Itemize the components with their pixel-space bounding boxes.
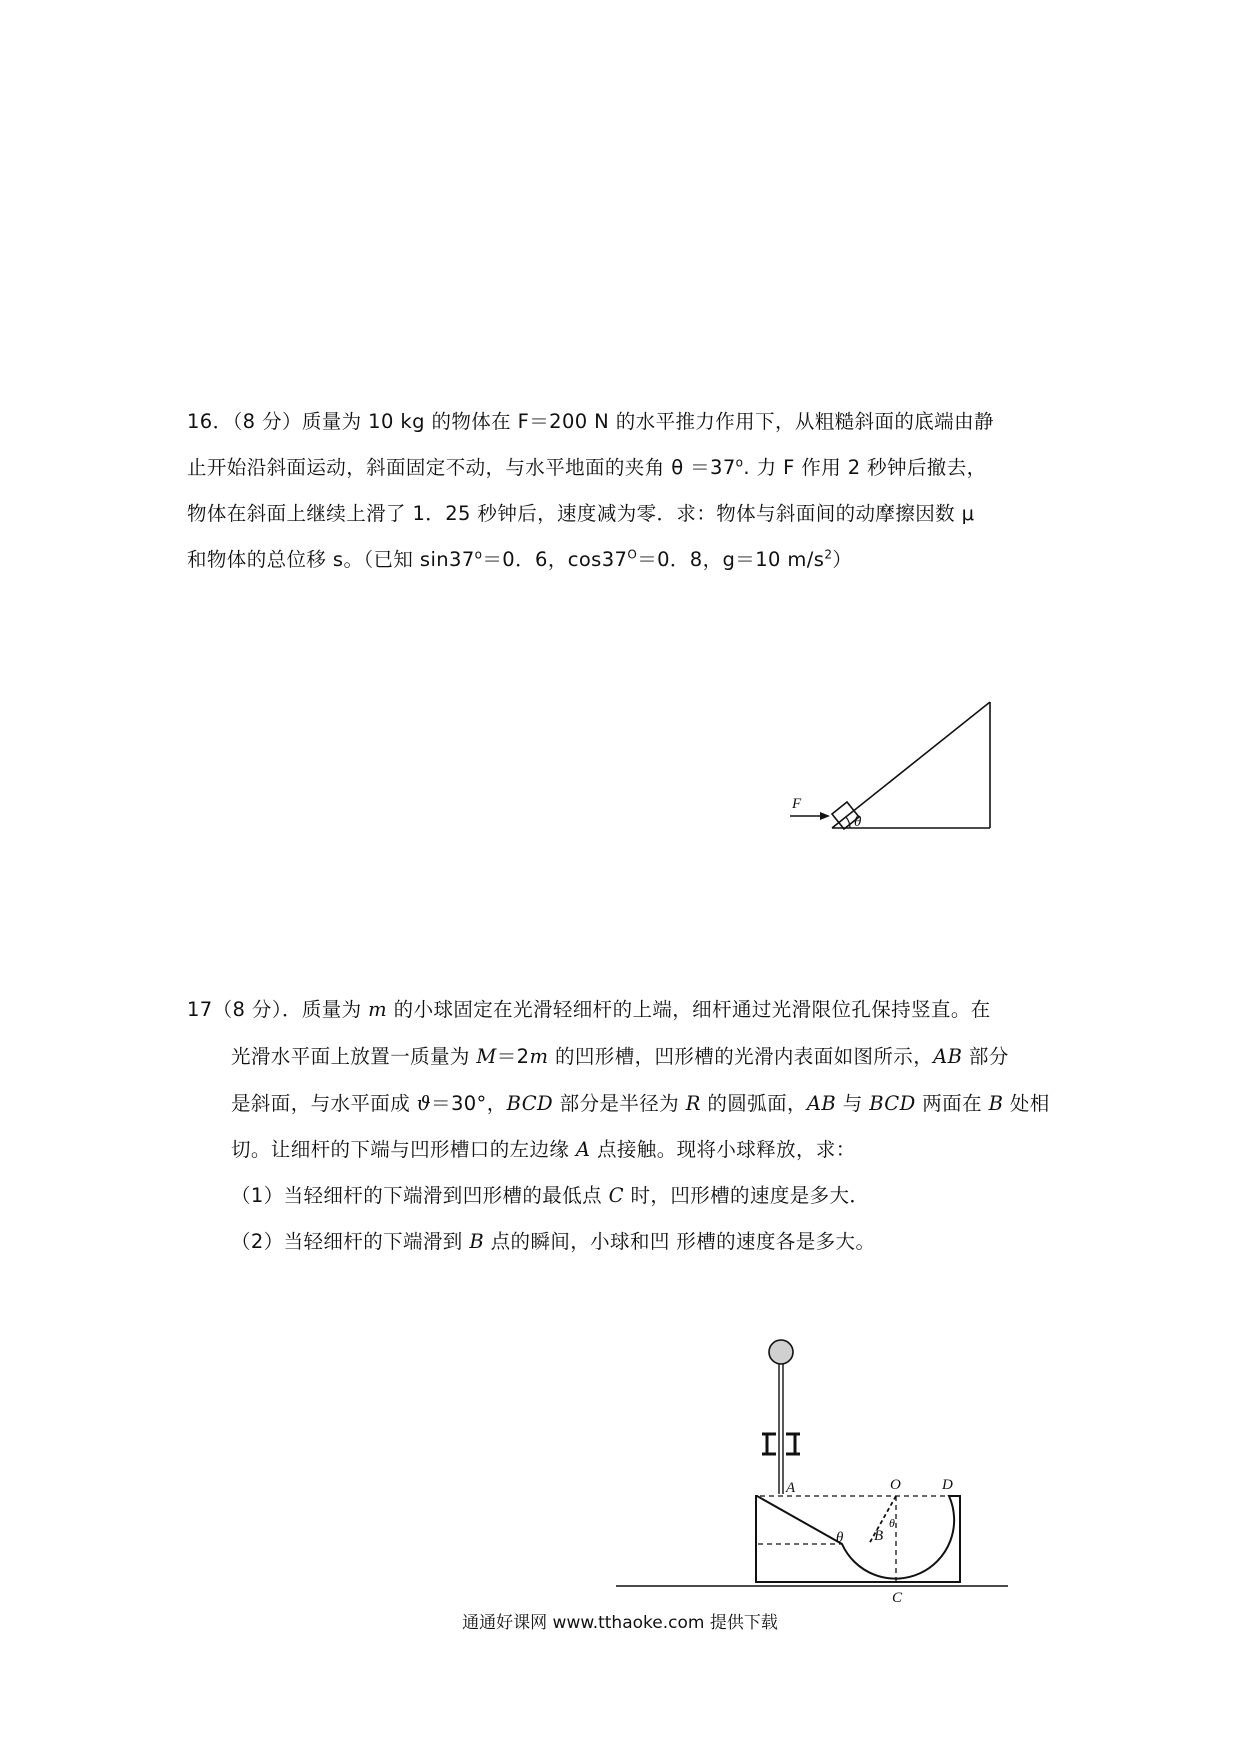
incline-line (832, 702, 990, 828)
label-B: B (874, 1528, 884, 1544)
arrow-head (820, 812, 830, 820)
q17-sub-1: （1）当轻细杆的下端滑到凹形槽的最低点 C 时，凹形槽的速度是多大． (231, 1184, 870, 1207)
q17-line-3: 是斜面，与水平面成 ϑ＝30°，BCD 部分是半径为 R 的圆弧面，AB 与 BCD 两面在 B 处相 (231, 1092, 1050, 1115)
footer-text: 通通好课网 www.tthaoke.com 提供下载 (462, 1613, 778, 1633)
angle-label: θ (854, 814, 862, 830)
groove-outline (756, 1496, 960, 1582)
q17-line-1: 17（8 分）．质量为 m 的小球固定在光滑轻细杆的上端，细杆通过光滑限位孔保持竖直。在 (187, 998, 991, 1021)
label-O: O (890, 1477, 901, 1493)
q16-line-3: 物体在斜面上继续上滑了 1．25 秒钟后，速度减为零．求：物体与斜面间的动摩擦因数 μ (187, 502, 975, 525)
q16-line-2: 止开始沿斜面运动，斜面固定不动，与水平地面的夹角 $\theta =37^o$. 力 F 作用 2 秒钟后撤去， (187, 455, 987, 479)
label-theta-2: θ (889, 1516, 895, 1530)
q17-line-2: 光滑水平面上放置一质量为 M＝2m 的凹形槽，凹形槽的光滑内表面如图所示，AB 部分 (231, 1045, 1009, 1068)
q16-line-4: 和物体的总位移 s。（已知 $\sin 37^o=0$．6，$\cos 37^O=0$．8，g＝10 $m/s^2$） (187, 547, 853, 571)
groove-figure (610, 1320, 1020, 1606)
label-D: D (942, 1477, 953, 1493)
q17-sub-2: （2）当轻细杆的下端滑到 B 点的瞬间，小球和凹 形槽的速度各是多大。 (231, 1230, 876, 1253)
q17-line-4: 切。让细杆的下端与凹形槽口的左边缘 A 点接触。现将小球释放，求： (231, 1138, 856, 1161)
label-theta-1: θ (836, 1530, 844, 1546)
label-C: C (892, 1590, 903, 1606)
force-label: F (792, 796, 802, 812)
ball (769, 1340, 793, 1364)
incline-figure (780, 690, 1000, 840)
q16-line-1: 16．（8 分）质量为 10 kg 的物体在 F＝200 N 的水平推力作用下，从粗糙斜面的底端由静 (187, 410, 994, 433)
label-A: A (786, 1480, 796, 1496)
